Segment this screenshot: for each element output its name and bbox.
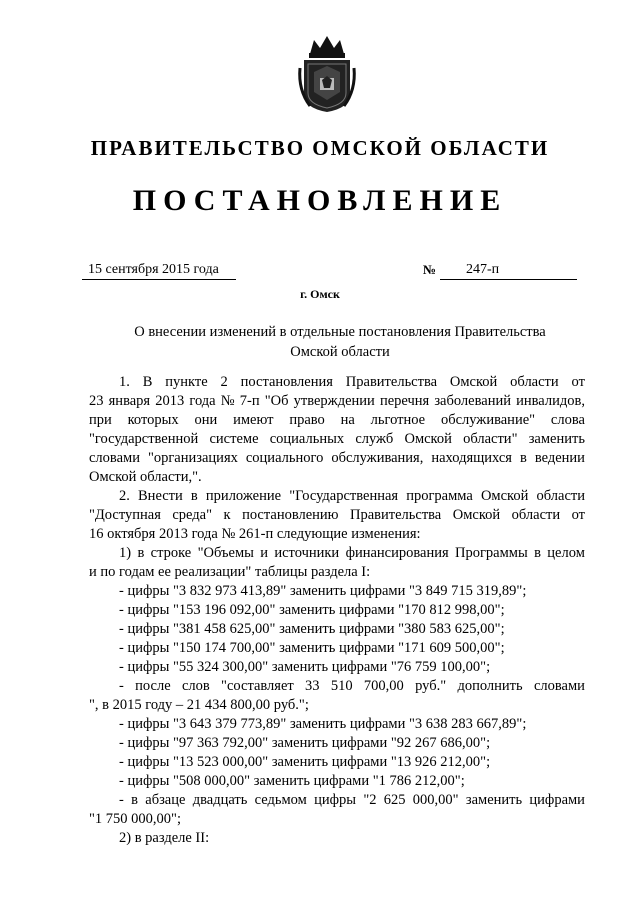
body-line: - цифры "508 000,00" заменить цифрами "1 786 212,00"; <box>119 773 465 789</box>
body-line: Омской области,". <box>89 469 202 485</box>
body-line: "1 750 000,00"; <box>89 811 181 827</box>
number-underline <box>440 279 577 280</box>
body-line: - в абзаце двадцать седьмом цифры "2 625 000,00" заменить цифрами <box>119 792 585 808</box>
city-name: г. Омск <box>300 287 340 301</box>
number-label: № <box>423 262 437 277</box>
document-type-heading: ПОСТАНОВЛЕНИЕ <box>132 184 508 217</box>
body-line: - цифры "3 643 379 773,89" заменить цифрами "3 638 283 667,89"; <box>119 716 527 732</box>
body-line: - цифры "381 458 625,00" заменить цифрами "380 583 625,00"; <box>119 621 505 637</box>
body-line: "государственной системе социальных служб Омской области" заменить <box>89 431 585 447</box>
body-line: 16 октября 2013 года № 261-п следующие изменения: <box>89 526 421 542</box>
coat-of-arms-emblem <box>296 32 358 114</box>
body-line: - цифры "97 363 792,00" заменить цифрами "92 267 686,00"; <box>119 735 491 751</box>
body-line: и по годам ее реализации" таблицы раздела I: <box>89 564 371 580</box>
body-line: 1. В пункте 2 постановления Правительства Омской области от <box>119 374 585 390</box>
body-line: - цифры "150 174 700,00" заменить цифрами "171 609 500,00"; <box>119 640 505 656</box>
document-date: 15 сентября 2015 года <box>88 262 219 277</box>
body-line: 1) в строке "Объемы и источники финансирования Программы в целом <box>119 545 585 561</box>
body-line: - цифры "3 832 973 413,89" заменить цифрами "3 849 715 319,89"; <box>119 583 527 599</box>
date-underline <box>82 279 236 280</box>
body-line: 2. Внести в приложение "Государственная программа Омской области <box>119 488 585 504</box>
body-line: - цифры "153 196 092,00" заменить цифрами "170 812 998,00"; <box>119 602 505 618</box>
body-line: ", в 2015 году – 21 434 800,00 руб."; <box>89 697 309 713</box>
body-line: 23 января 2013 года № 7-п "Об утверждении перечня заболеваний инвалидов, <box>89 393 585 409</box>
body-line: - цифры "55 324 300,00" заменить цифрами "76 759 100,00"; <box>119 659 491 675</box>
document-body <box>89 373 585 848</box>
body-line: - после слов "составляет 33 510 700,00 руб." дополнить словами <box>119 678 585 694</box>
organization-heading: ПРАВИТЕЛЬСТВО ОМСКОЙ ОБЛАСТИ <box>90 136 550 160</box>
body-line: "Доступная среда" к постановлению Правительства Омской области от <box>89 507 585 523</box>
document-number: 247-п <box>466 262 500 277</box>
body-line: словами "организациях социального обслуживания, находящихся в ведении <box>89 450 585 466</box>
body-line: - цифры "13 523 000,00" заменить цифрами "13 926 212,00"; <box>119 754 491 770</box>
title-line: О внесении изменений в отдельные постановления Правительства <box>134 324 546 340</box>
title-line: Омской области <box>290 344 390 360</box>
document-title <box>100 322 580 362</box>
body-line: при которых они имеют право на льготное обслуживание" слова <box>89 412 585 428</box>
body-line: 2) в разделе II: <box>119 830 210 846</box>
